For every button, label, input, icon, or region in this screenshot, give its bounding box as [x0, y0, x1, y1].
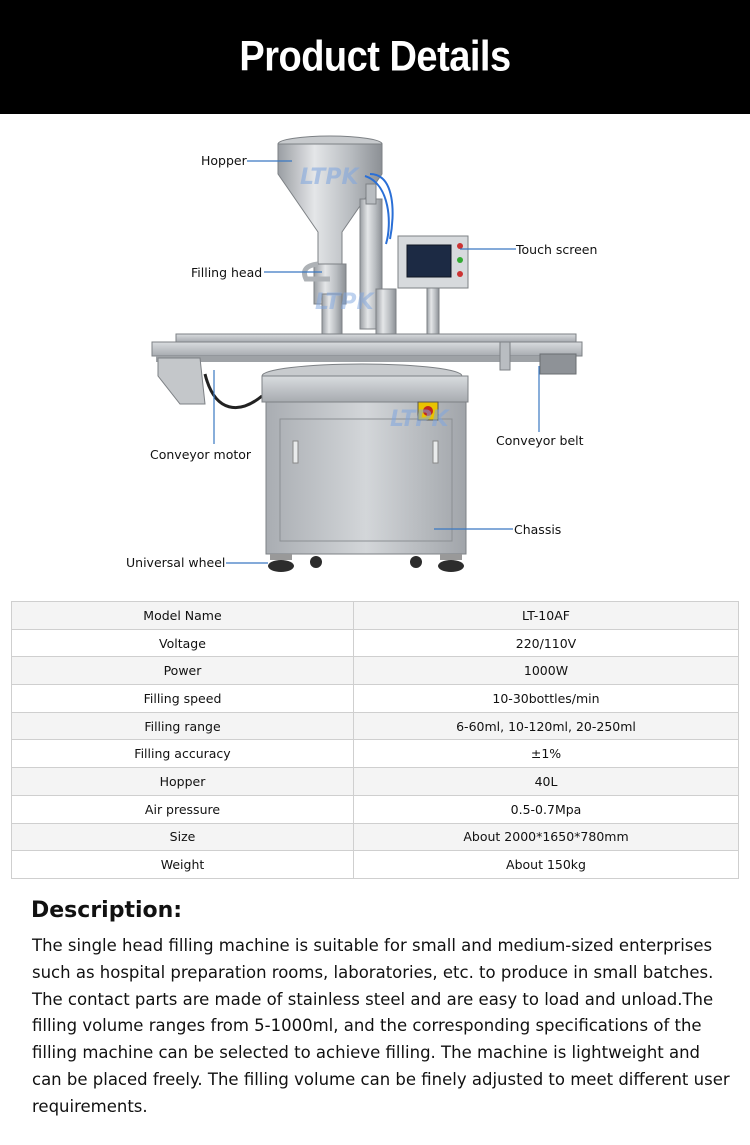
- callout-conveyor-belt: Conveyor belt: [496, 433, 584, 448]
- spec-value: About 150kg: [354, 851, 739, 879]
- spec-value: 1000W: [354, 657, 739, 685]
- table-row: [12, 602, 739, 630]
- spec-label: Filling range: [12, 712, 354, 740]
- chassis-part: [262, 364, 468, 554]
- machine-figure: [0, 114, 750, 594]
- page-title: Product Details: [239, 32, 511, 80]
- spec-label: Voltage: [12, 629, 354, 657]
- table-row: [12, 740, 739, 768]
- table-row: [12, 795, 739, 823]
- table-row: [12, 657, 739, 685]
- table-row: [12, 712, 739, 740]
- spec-label: Air pressure: [12, 795, 354, 823]
- spec-value: LT-10AF: [354, 602, 739, 630]
- machine-illustration: [0, 114, 750, 594]
- spec-value: 10-30bottles/min: [354, 685, 739, 713]
- spec-value: 6-60ml, 10-120ml, 20-250ml: [354, 712, 739, 740]
- spec-label: Size: [12, 823, 354, 851]
- spec-label: Filling accuracy: [12, 740, 354, 768]
- spec-label: Hopper: [12, 768, 354, 796]
- spec-label: Power: [12, 657, 354, 685]
- callout-conveyor-motor: Conveyor motor: [150, 447, 252, 462]
- spec-value: 0.5-0.7Mpa: [354, 795, 739, 823]
- spec-value: About 2000*1650*780mm: [354, 823, 739, 851]
- table-row: [12, 768, 739, 796]
- callout-filling-head: Filling head: [191, 265, 263, 280]
- table-row: [12, 851, 739, 879]
- spec-label: Weight: [12, 851, 354, 879]
- spec-table: [11, 601, 739, 879]
- callout-chassis: Chassis: [514, 522, 562, 537]
- touch-screen-part: [398, 236, 468, 338]
- callout-touch-screen: Touch screen: [516, 242, 598, 257]
- watermark-middle: LTPK: [315, 290, 374, 315]
- spec-value: ±1%: [354, 740, 739, 768]
- spec-label: Filling speed: [12, 685, 354, 713]
- spec-value: 40L: [354, 768, 739, 796]
- callout-universal-wheel: Universal wheel: [126, 555, 226, 570]
- universal-wheel-part: [268, 554, 464, 572]
- description-body: The single head filling machine is suitable for small and medium-sized enterprises such as hospital preparation rooms, laboratories, etc. to produce in small batches. The contact parts are made of stainless steel and are easy to load and unload.The filling volume ranges from 5-1000ml, and the corresponding specifications of the filling machine can be selected to achieve filling. The machine is lightweight and can be placed freely. The filling volume can be finely adjusted to meet different user requirements.: [32, 936, 730, 1116]
- watermark-top: LTPK: [300, 165, 359, 190]
- table-row: [12, 685, 739, 713]
- description-title: Description:: [31, 898, 183, 923]
- spec-label: Model Name: [12, 602, 354, 630]
- table-row: [12, 823, 739, 851]
- callout-hopper: Hopper: [201, 153, 247, 168]
- page-header: [0, 0, 750, 114]
- watermark-bottom: LTPK: [390, 407, 449, 432]
- spec-value: 220/110V: [354, 629, 739, 657]
- table-row: [12, 629, 739, 657]
